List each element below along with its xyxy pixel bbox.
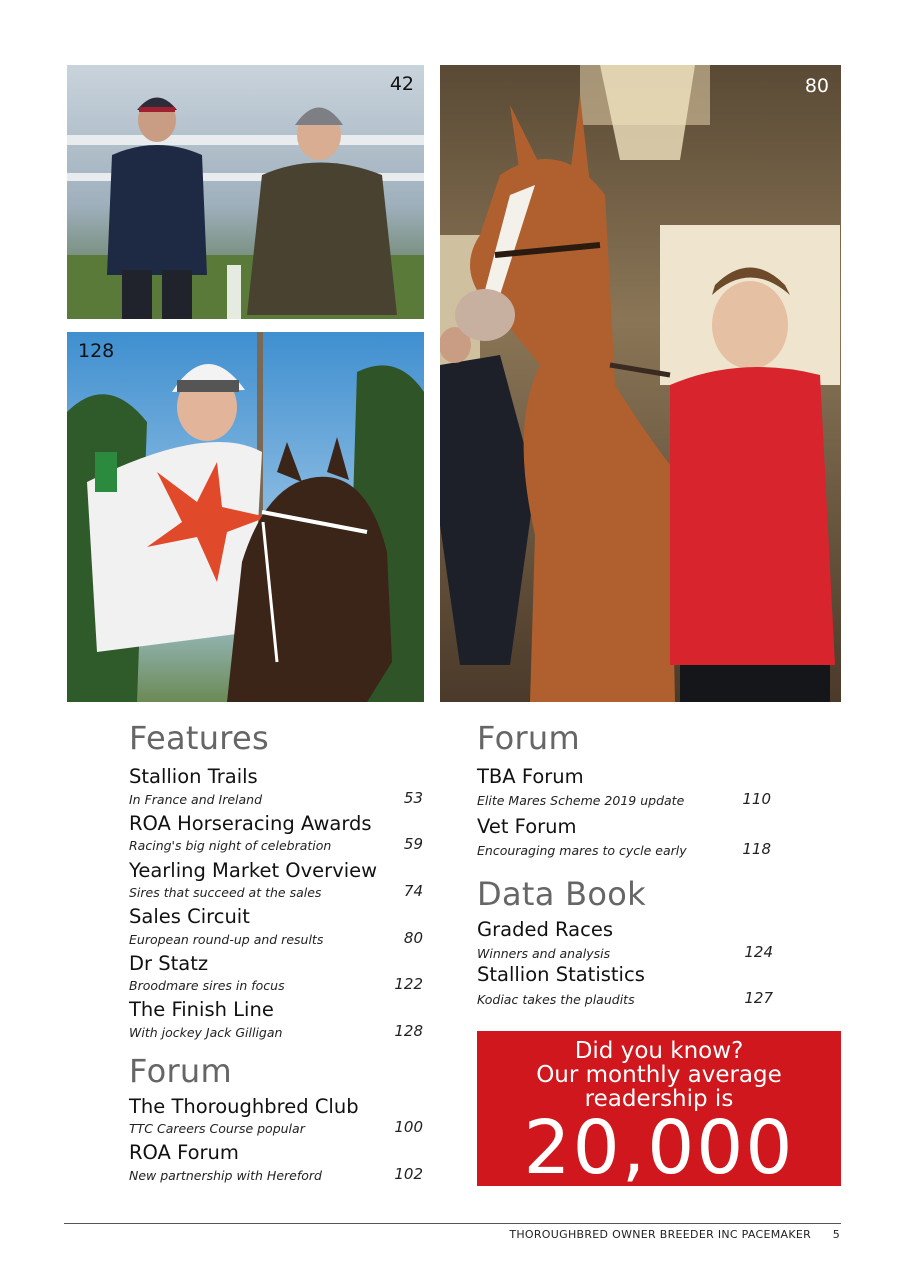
toc-entry[interactable]	[129, 1141, 423, 1183]
toc-entry-subtitle: New partnership with Hereford	[129, 1168, 322, 1183]
toc-entry-page: 110	[742, 790, 771, 808]
toc-entry-title: Dr Statz	[129, 952, 209, 975]
toc-entry[interactable]	[129, 905, 423, 947]
toc-entry-subtitle: Sires that succeed at the sales	[129, 885, 322, 900]
toc-entry-subtitle: European round-up and results	[129, 932, 324, 947]
toc-entry-page: 80	[403, 929, 423, 947]
toc-entry[interactable]	[129, 998, 423, 1040]
toc-entry-subtitle: Winners and analysis	[477, 946, 611, 961]
features-heading: Features	[129, 719, 269, 757]
toc-entry-page: 59	[403, 835, 423, 853]
callout-line: Did you know?	[574, 1038, 744, 1064]
data-book-heading: Data Book	[477, 875, 646, 913]
toc-entry[interactable]	[129, 952, 423, 993]
toc-entry[interactable]	[477, 815, 771, 858]
toc-entry-page: 102	[394, 1165, 423, 1183]
toc-entry-page: 128	[394, 1022, 423, 1040]
toc-entry-subtitle: Racing's big night of celebration	[129, 838, 332, 853]
toc-entry-subtitle: Broodmare sires in focus	[129, 978, 285, 993]
toc-entry-subtitle: Elite Mares Scheme 2019 update	[477, 793, 685, 808]
toc-entry-page: 127	[744, 989, 773, 1007]
toc-entry[interactable]	[477, 765, 771, 808]
photo-men-walking	[67, 65, 424, 319]
toc-entry-title: ROA Horseracing Awards	[129, 812, 372, 835]
toc-entry[interactable]	[129, 859, 423, 900]
toc-entry[interactable]	[129, 1095, 423, 1136]
toc-entry-page: 118	[742, 840, 771, 858]
toc-entry-title: The Finish Line	[129, 998, 274, 1021]
photo-jockey	[67, 332, 424, 702]
forum-heading: Forum	[129, 1052, 232, 1090]
toc-entry-title: ROA Forum	[129, 1141, 239, 1164]
toc-entry[interactable]	[477, 918, 773, 961]
toc-entry-page: 74	[403, 882, 423, 900]
toc-entry-title: Yearling Market Overview	[129, 859, 378, 882]
toc-entry-subtitle: Kodiac takes the plaudits	[477, 992, 635, 1007]
footer-divider	[64, 1223, 841, 1224]
toc-entry-subtitle: Encouraging mares to cycle early	[477, 843, 687, 858]
toc-entry-title: The Thoroughbred Club	[129, 1095, 359, 1118]
photo-men-walking-image	[67, 65, 424, 319]
toc-entry[interactable]	[129, 812, 423, 853]
photo-page-number: 80	[804, 75, 829, 97]
photo-page-number: 42	[389, 73, 414, 95]
toc-entry-page: 53	[403, 789, 423, 807]
toc-entry[interactable]	[129, 765, 423, 807]
toc-entry-title: TBA Forum	[477, 765, 584, 788]
toc-entry-title: Stallion Statistics	[477, 963, 645, 986]
toc-entry-title: Vet Forum	[477, 815, 577, 838]
toc-entry-subtitle: TTC Careers Course popular	[129, 1121, 305, 1136]
readership-figure: 20,000	[523, 1105, 795, 1191]
toc-entry[interactable]	[477, 963, 773, 1007]
callout-line: readership is	[584, 1086, 734, 1112]
photo-jockey-image	[67, 332, 424, 702]
photo-sales-horse-image	[440, 65, 841, 702]
toc-entry-title: Stallion Trails	[129, 765, 258, 788]
forum-heading: Forum	[477, 719, 580, 757]
footer-publication: THOROUGHBRED OWNER BREEDER INC PACEMAKER	[509, 1228, 812, 1241]
toc-entry-title: Graded Races	[477, 918, 613, 941]
toc-entry-page: 122	[394, 975, 423, 993]
footer	[509, 1228, 840, 1241]
toc-entry-title: Sales Circuit	[129, 905, 250, 928]
footer-page-number: 5	[832, 1228, 840, 1241]
photo-sales-horse	[440, 65, 841, 702]
toc-entry-page: 124	[744, 943, 773, 961]
toc-entry-subtitle: In France and Ireland	[129, 792, 263, 807]
readership-callout	[477, 1031, 841, 1191]
callout-line: Our monthly average	[536, 1062, 782, 1088]
photo-page-number: 128	[78, 340, 115, 362]
toc-entry-page: 100	[394, 1118, 423, 1136]
toc-entry-subtitle: With jockey Jack Gilligan	[129, 1025, 283, 1040]
